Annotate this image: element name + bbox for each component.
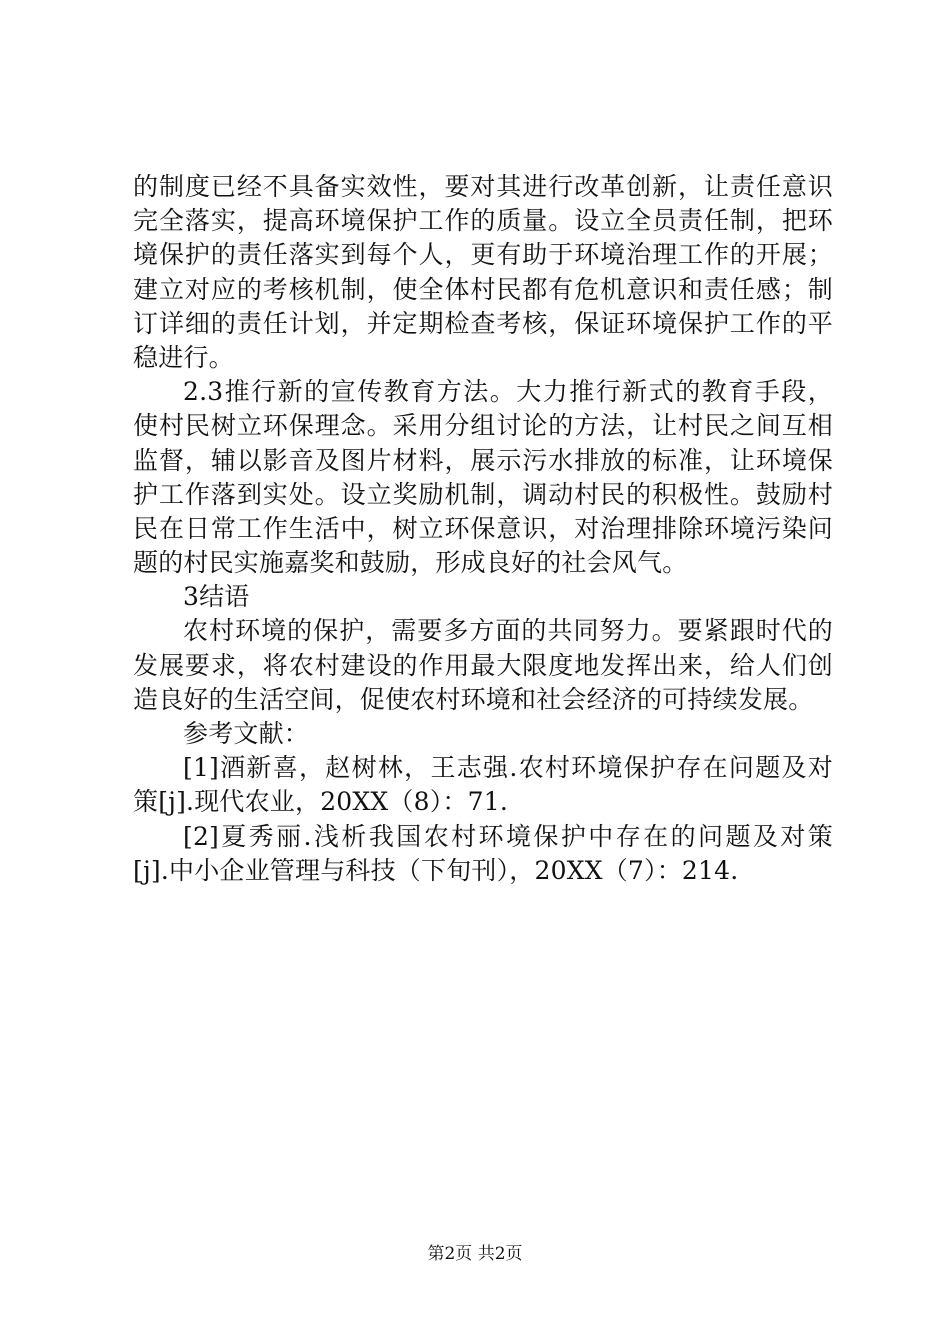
paragraph-line: 的制度已经不具备实效性，要对其进行改革创新，让责任意识 xyxy=(133,172,833,201)
page-number-footer: 第2页 共2页 xyxy=(427,1244,523,1264)
section-heading-line: 2.3推行新的宣传教育方法。大力推行新式的教育手段， xyxy=(183,377,833,407)
paragraph-line: 订详细的责任计划，并定期检查考核，保证环境保护工作的平 xyxy=(133,308,833,338)
reference-entry-line: [1]酒新喜，赵树林，王志强.农村环境保护存在问题及对 xyxy=(183,753,833,783)
paragraph-line: 护工作落到实处。设立奖励机制，调动村民的积极性。鼓励村 xyxy=(133,479,833,509)
section-heading: 3结语 xyxy=(183,582,250,612)
reference-entry-line: [2]夏秀丽.浅析我国农村环境保护中存在的问题及对策 xyxy=(183,821,833,851)
paragraph-line: 稳进行。 xyxy=(133,342,234,372)
paragraph-line: 使村民树立环保理念。采用分组讨论的方法，让村民之间互相 xyxy=(133,411,833,441)
reference-entry-line: [j].中小企业管理与科技（下旬刊），20XX（7）：214. xyxy=(133,855,739,885)
reference-entry-line: 策[j].现代农业，20XX（8）：71. xyxy=(133,787,508,817)
document-body xyxy=(133,170,833,888)
paragraph-line: 民在日常工作生活中，树立环保意识，对治理排除环境污染问 xyxy=(133,513,833,543)
paragraph-line: 造良好的生活空间，促使农村环境和社会经济的可持续发展。 xyxy=(133,684,814,714)
paragraph-line: 题的村民实施嘉奖和鼓励，形成良好的社会风气。 xyxy=(133,548,688,578)
paragraph-line: 发展要求，将农村建设的作用最大限度地发挥出来，给人们创 xyxy=(133,650,833,680)
paragraph-line: 农村环境的保护，需要多方面的共同努力。要紧跟时代的 xyxy=(183,616,833,646)
paragraph-line: 完全落实，提高环境保护工作的质量。设立全员责任制，把环 xyxy=(133,206,833,236)
paragraph-line: 境保护的责任落实到每个人，更有助于环境治理工作的开展； xyxy=(133,240,833,270)
paragraph-line: 监督，辅以影音及图片材料，展示污水排放的标准，让环境保 xyxy=(133,445,833,475)
references-heading: 参考文献： xyxy=(183,719,310,748)
paragraph-line: 建立对应的考核机制，使全体村民都有危机意识和责任感；制 xyxy=(133,274,833,304)
